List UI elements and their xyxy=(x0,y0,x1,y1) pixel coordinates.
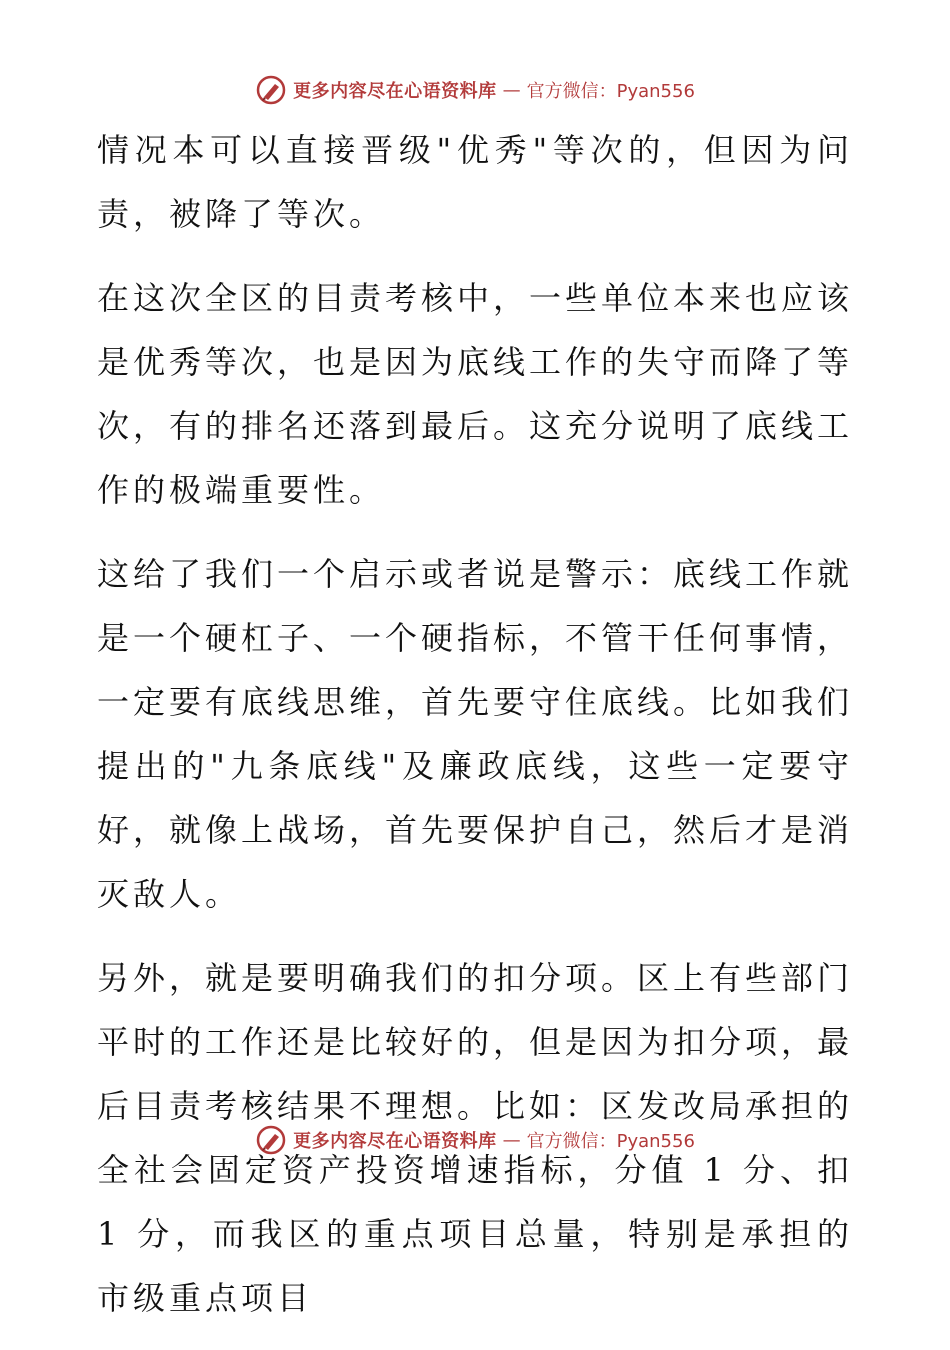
paragraph-4: 另外，就是要明确我们的扣分项。区上有些部门平时的工作还是比较好的，但是因为扣分项，最后目责考核结果不理想。比如：区发改局承担的全社会固定资产投资增速指标，分值 1 分、扣 1 分，而我区的重点项目总量，特别是承担的市级重点项目 xyxy=(97,959,854,1317)
footer-watermark xyxy=(0,1120,950,1160)
header-watermark xyxy=(0,70,950,110)
watermark-brand-text: 更多内容尽在心语资料库 xyxy=(293,81,497,102)
watermark-separator: — xyxy=(502,1129,521,1151)
watermark-separator: — xyxy=(502,79,521,101)
watermark-brand-text: 更多内容尽在心语资料库 xyxy=(293,1131,497,1152)
pen-logo-icon xyxy=(255,74,287,106)
paragraph-3: 这给了我们一个启示或者说是警示：底线工作就是一个硬杠子、一个硬指标，不管干任何事情，一定要有底线思维，首先要守住底线。比如我们提出的"九条底线"及廉政底线，这些一定要守好，就像上战场，首先要保护自己，然后才是消灭敌人。 xyxy=(97,555,854,913)
watermark-official-wechat: 官方微信：Pyan556 xyxy=(526,1131,695,1152)
paragraph-1: 情况本可以直接晋级"优秀"等次的，但因为问责，被降了等次。 xyxy=(97,131,853,233)
paragraph-2: 在这次全区的目责考核中，一些单位本来也应该是优秀等次，也是因为底线工作的失守而降了等次，有的排名还落到最后。这充分说明了底线工作的极端重要性。 xyxy=(97,279,854,509)
watermark-official-wechat: 官方微信：Pyan556 xyxy=(526,81,695,102)
document-body xyxy=(97,118,853,1350)
pen-logo-icon xyxy=(255,1124,287,1156)
